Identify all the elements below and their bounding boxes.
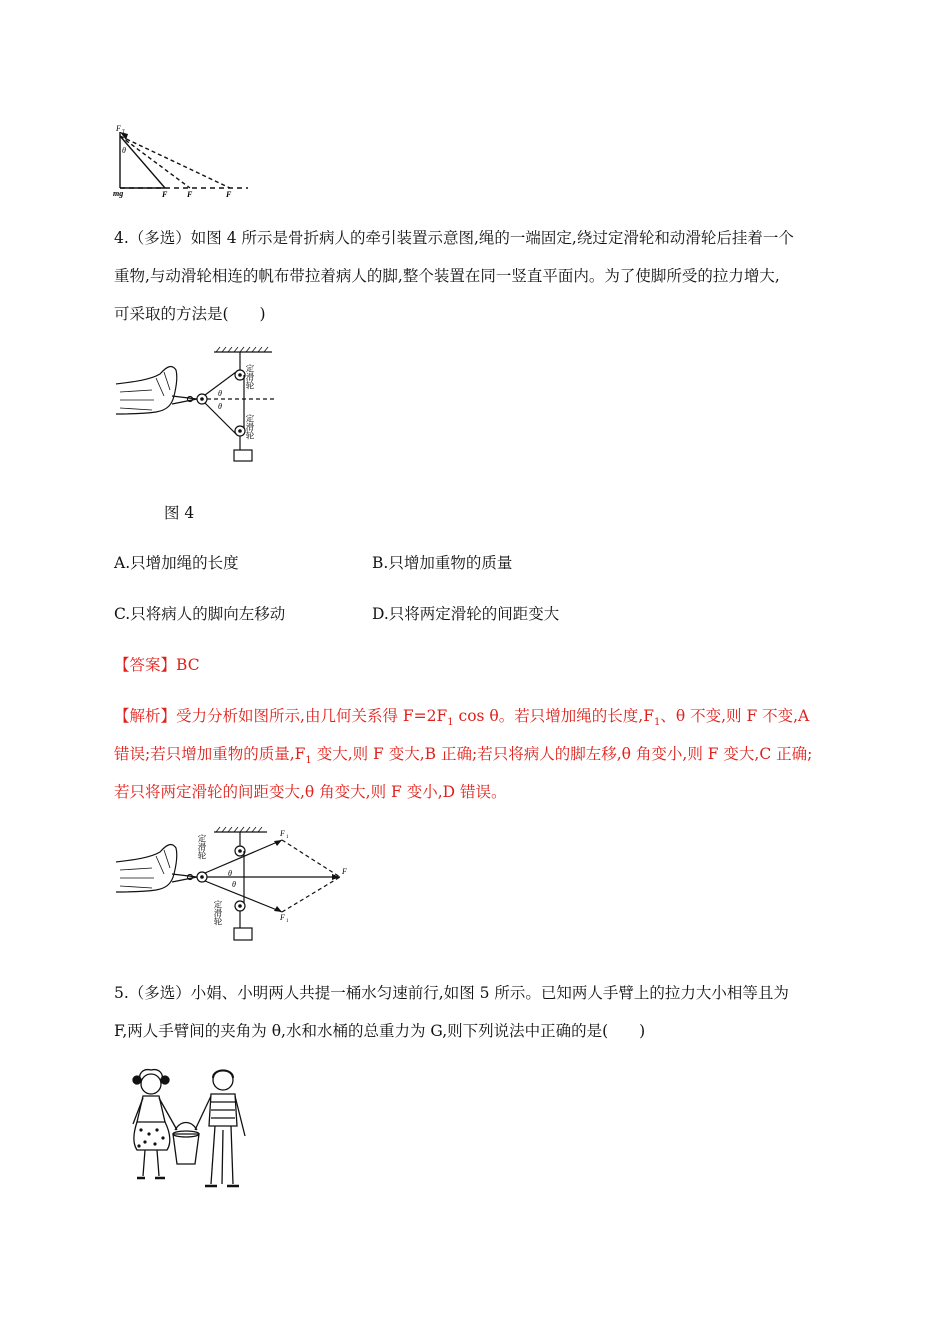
option-c: C.只将病人的脚向左移动 [114, 605, 286, 623]
q5-line-2: F,两人手臂间的夹角为 θ,水和水桶的总重力为 G,则下列说法中正确的是( ) [114, 1022, 646, 1040]
label-ft-sub: T [122, 130, 126, 135]
label-f1: F [162, 190, 168, 199]
theta-lower: θ [218, 402, 222, 411]
analysis-text-1b: cos θ。若只增加绳的长度,F [453, 707, 654, 725]
children-carrying-bucket-figure [125, 1064, 260, 1196]
weight-block [234, 450, 252, 461]
label-f1-lower: F [280, 913, 285, 922]
label-mg: mg [113, 189, 124, 198]
q4-line-2: 重物,与动滑轮相连的帆布带拉着病人的脚,整个装置在同一竖直平面内。为了使脚所受的拉力增大, [114, 267, 780, 285]
traction-device-figure [112, 344, 282, 466]
q5-line-1: 5.（多选）小娟、小明两人共提一桶水匀速前行,如图 5 所示。已知两人手臂上的拉力大小相等且为 [114, 984, 789, 1002]
option-a: A.只增加绳的长度 [114, 554, 239, 572]
lower-pulley-label-2: 定滑轮 [213, 900, 223, 926]
answer-value: BC [176, 656, 200, 674]
boy-figure [195, 1070, 245, 1186]
girl-figure [133, 1070, 177, 1178]
force-analysis-figure [112, 824, 362, 946]
option-d: D.只将两定滑轮的间距变大 [372, 605, 560, 623]
q4-line-1: 4.（多选）如图 4 所示是骨折病人的牵引装置示意图,绳的一端固定,绕过定滑轮和动滑轮后挂着一个 [114, 229, 794, 247]
upper-pulley-label-2: 定滑轮 [197, 834, 207, 860]
analysis-text-2b: 变大,则 F 变大,B 正确;若只将病人的脚左移,θ 角变小,则 F 变大,C 正确; [311, 745, 813, 763]
force-triangle-figure [110, 120, 260, 200]
analysis-text-1c: 、θ 不变,则 F 不变,A [660, 707, 810, 725]
analysis-label: 【解析】 [114, 707, 177, 725]
theta-lower-2: θ [232, 880, 236, 889]
lower-pulley-label: 定滑轮 [245, 414, 255, 440]
analysis-text-2a: 错误;若只增加重物的质量,F [114, 745, 306, 763]
option-b: B.只增加重物的质量 [372, 554, 513, 572]
hypotenuse-2 [120, 136, 190, 188]
analysis-line-3: 若只将两定滑轮的间距变大,θ 角变大,则 F 变小,D 错误。 [114, 783, 507, 801]
hypotenuse-3 [120, 136, 230, 188]
label-f1-upper-sub: 1 [286, 835, 289, 840]
figure-4-caption: 图 4 [164, 504, 195, 522]
answer-label: 【答案】 [114, 656, 177, 674]
weight-block-2 [234, 928, 252, 940]
answer-line [114, 646, 200, 684]
theta-upper-2: θ [228, 869, 232, 878]
label-f1-lower-sub: 1 [286, 919, 289, 924]
analysis-text-1a: 受力分析如图所示,由几何关系得 F=2F [176, 707, 448, 725]
label-theta: θ [122, 146, 126, 155]
label-f2: F [187, 190, 193, 199]
label-ft: F [116, 124, 121, 133]
label-f3: F [226, 190, 232, 199]
theta-upper: θ [218, 389, 222, 398]
q4-line-3: 可采取的方法是( ) [114, 305, 266, 323]
label-f-resultant: F [342, 867, 347, 876]
analysis-sub-3: 1 [305, 755, 312, 767]
upper-pulley-label: 定滑轮 [245, 364, 255, 390]
analysis-sub-1: 1 [447, 717, 454, 729]
hypotenuse-1 [120, 136, 165, 188]
analysis-sub-2: 1 [653, 717, 661, 729]
label-f1-upper: F [280, 829, 285, 838]
